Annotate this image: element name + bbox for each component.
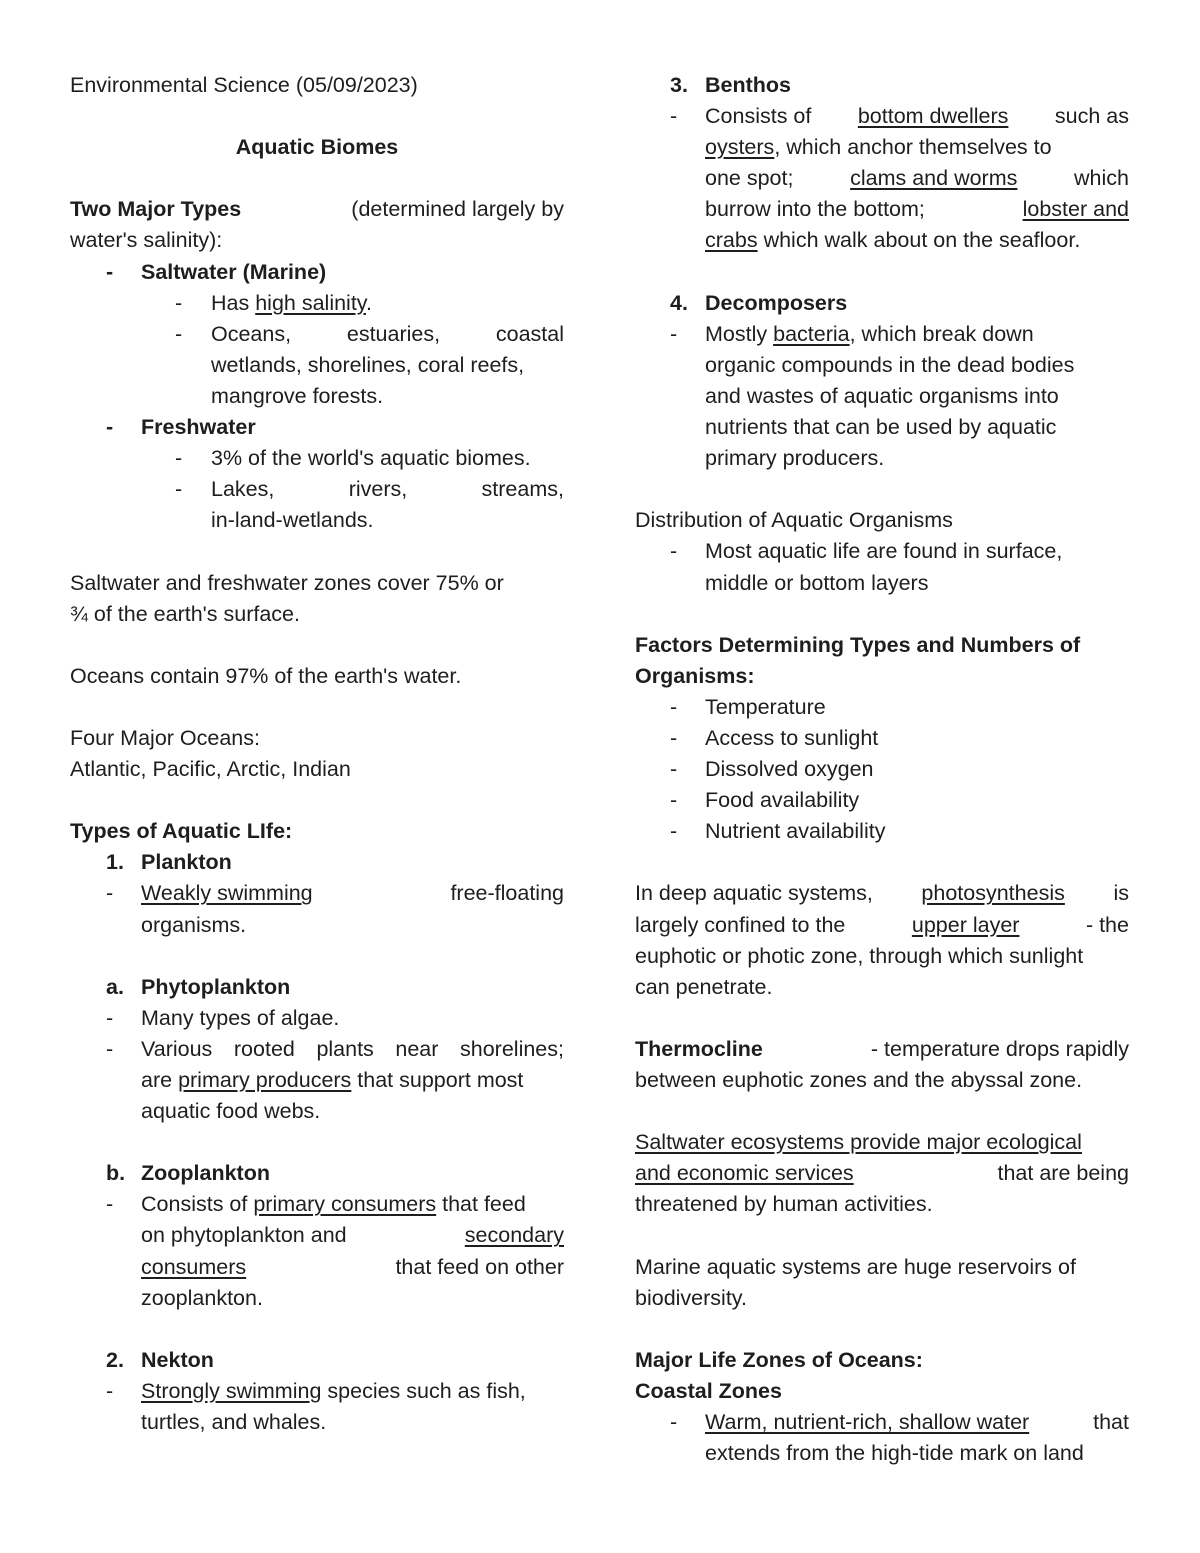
right-column: 3. Benthos - Consists of bottom dwellers such as oysters, which anchor themselves to one spot; clams and worms which burrow into the bottom; lobster and crabs which walk about on the seafloor. 4. Decomposers - Mostly bacteria, which break down organic compounds in the dead bodies and wastes of aquatic organisms into nutrients that can be used by aquatic primary producers. Distribution of Aquatic Organisms - Most aquatic life are found in surface, middle or bottom layers Factors Determining Types and Numbers of Organisms: - Temperature - Access to sunlight - Dissolved oxygen - Food availability - Nutrient availability In deep aquatic systems, photosynthesis is largely confined to the upper layer - the euphotic or photic zone, through which sunlight can penetrate. Thermocline - temperature drops rapidly between euphotic zones and the abyssal zone. Saltwater ecosystems provide major ecological and economic services that are being threatened by human activities. Marine aquatic systems are huge reservoirs of biodiversity. Major Life Zones of Oceans: Coastal Zones - Warm, nutrient-rich, shallow water that extends from the high-tide mark on land [635,70,1129,1469]
major-types-heading: Two Major Types (determined largely by [70,197,564,222]
freshwater-bullet-places: - Lakes, rivers, streams, in-land-wetlands. [175,477,564,533]
decomposers-desc: - Mostly bacteria, which break down organic compounds in the dead bodies and wastes of aquatic organisms into nutrients that can be used by aquatic primary producers. [670,321,1075,471]
course-title: Environmental Science (05/09/2023) [70,73,418,97]
nekton-item: 2. Nekton [106,1347,214,1372]
freshwater-bullet-percent: - 3% of the world's aquatic biomes. [175,446,531,471]
zooplankton-desc: - Consists of primary consumers that feed on phytoplankton and secondary consumers that feed on other zooplankton. [106,1192,564,1310]
left-column: Environmental Science (05/09/2023) Aquatic Biomes Two Major Types (determined largely by water's salinity): - Saltwater (Marine) - Has high salinity. - Oceans, estuaries, coastal wetlands, shorelines, coral reefs, mangrove forests. - Freshwater - 3% of the world's aquatic biomes. - Lakes, rivers, streams, in-land-wetlands. Saltwater and freshwater zones cover 75% or ¾ of the earth's surface. Oceans contain 97% of the earth's water. Four Major Oceans: Atlantic, Pacific, Arctic, Indian Types of Aquatic LIfe: 1. Plankton - Weakly swimming free-floating organisms. a. Phytoplankton - Many types of algae. - Various rooted plants near shorelines; are primary producers that support most aquatic food webs. b. Zooplankton - Consists of primary consumers that feed on phytoplankton and secondary consumers that feed on other zooplankton. 2. Nekton - Strongly swimming species such as fish, turtles, and whales. [70,70,564,1438]
plankton-desc: - Weakly swimming free-floating organisms. [106,881,564,937]
coverage-paragraph: Saltwater and freshwater zones cover 75% or [70,570,504,595]
four-oceans-label: Four Major Oceans: [70,725,260,750]
phytoplankton-bullet-plants: - Various rooted plants near shorelines; are primary producers that support most aquatic food webs. [106,1036,564,1124]
plankton-item: 1. Plankton [106,850,232,875]
oceans-water-paragraph: Oceans contain 97% of the earth's water. [70,663,462,688]
factor-item: - Dissolved oxygen [670,757,874,782]
freshwater-item: - Freshwater [106,415,256,440]
zooplankton-item: b. Zooplankton [106,1161,270,1186]
phytoplankton-bullet-algae: - Many types of algae. [106,1005,340,1030]
nekton-desc: - Strongly swimming species such as fish, turtles, and whales. [106,1378,526,1435]
biodiversity-paragraph: Marine aquatic systems are huge reservoirs of biodiversity. [635,1254,1076,1310]
factor-item: - Access to sunlight [670,725,879,750]
topic-title: Aquatic Biomes [235,135,399,160]
thermocline-paragraph: Thermocline - temperature drops rapidly between euphotic zones and the abyssal zone. [635,1036,1129,1092]
distribution-heading: Distribution of Aquatic Organisms [635,508,953,533]
benthos-item: 3. Benthos [670,73,791,97]
decomposers-item: 4. Decomposers [670,290,848,315]
phytoplankton-item: a. Phytoplankton [106,974,291,999]
factors-heading: Factors Determining Types and Numbers of [635,632,1081,657]
benthos-desc: - Consists of bottom dwellers such as oysters, which anchor themselves to one spot; clams and worms which burrow into the bottom; lobster and crabs which walk about on the seafloor. [670,104,1129,253]
saltwater-services-paragraph: Saltwater ecosystems provide major ecological and economic services that are being threatened by human activities. [635,1130,1129,1217]
four-oceans-list: Atlantic, Pacific, Arctic, Indian [70,757,351,782]
saltwater-bullet-places: - Oceans, estuaries, coastal wetlands, shorelines, coral reefs, mangrove forests. [175,321,564,408]
factor-item: - Temperature [670,694,826,719]
distribution-bullet: - Most aquatic life are found in surface, middle or bottom layers [670,539,1063,595]
factor-item: - Nutrient availability [670,819,886,844]
saltwater-bullet-salinity: - Has high salinity. [175,290,372,315]
factor-item: - Food availability [670,788,860,813]
aquatic-life-heading: Types of Aquatic LIfe: [70,819,293,844]
coastal-zones-subheading: Coastal Zones [635,1378,782,1403]
saltwater-item: - Saltwater (Marine) [106,259,327,284]
photosynthesis-paragraph: In deep aquatic systems, photosynthesis is largely confined to the upper layer - the euphotic or photic zone, through which sunlight can penetrate. [635,881,1129,999]
life-zones-heading: Major Life Zones of Oceans: [635,1347,923,1372]
coastal-zones-bullet: - Warm, nutrient-rich, shallow water that extends from the high-tide mark on land [670,1410,1129,1466]
